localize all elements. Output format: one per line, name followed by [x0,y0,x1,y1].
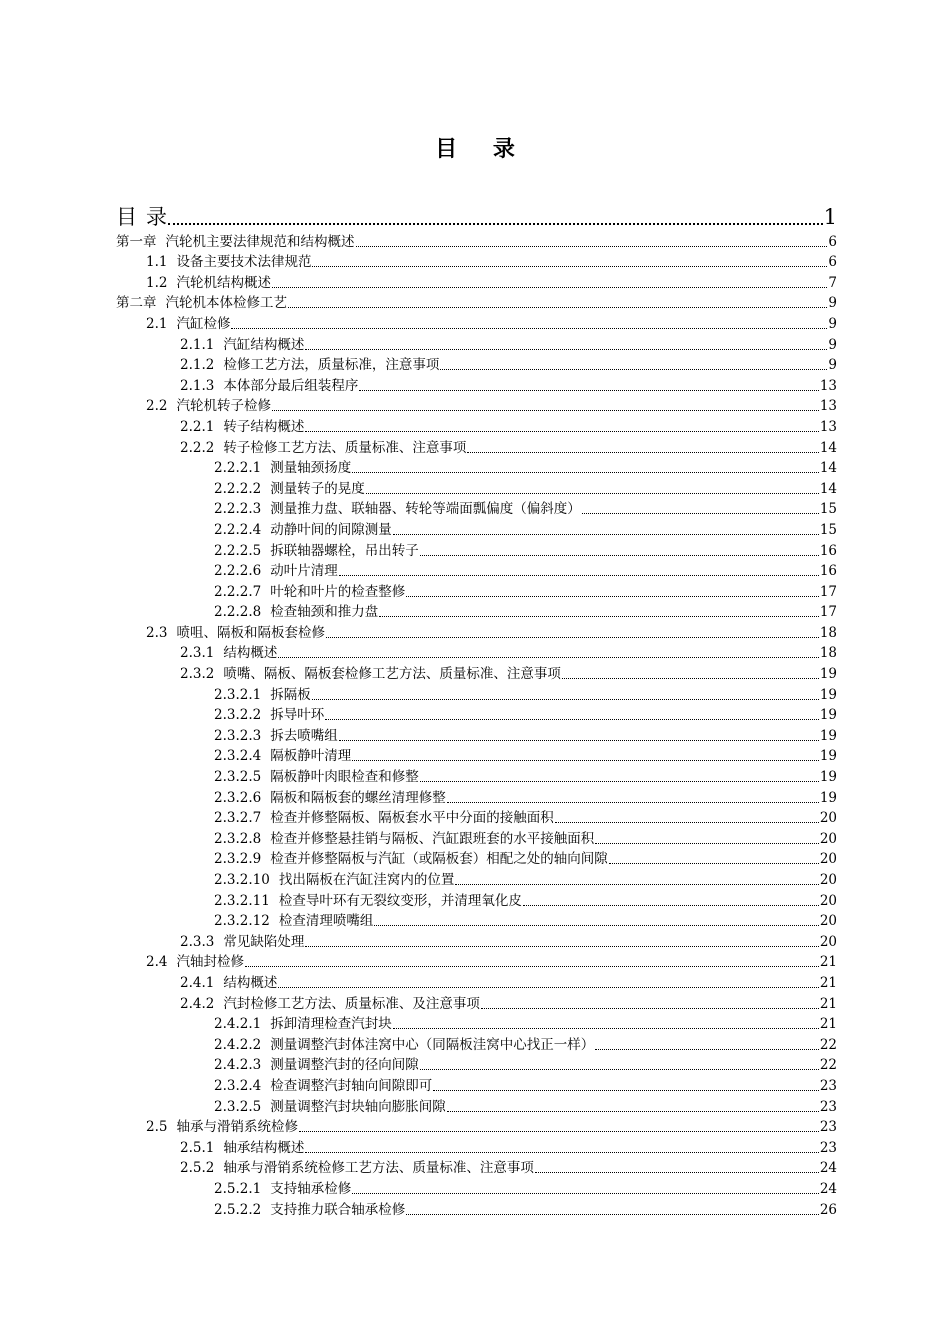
toc-entry-page-number: 19 [819,748,837,765]
toc-entry-title: 拆卸清理检查汽封块 [270,1016,392,1033]
toc-entry-number: 2.2.2.7 [214,583,262,600]
toc-entry-title: 测量推力盘、联轴器、转轮等端面瓢偏度（偏斜度） [270,501,581,518]
toc-entry[interactable] [116,951,837,972]
toc-entry[interactable] [116,354,837,375]
toc-entry-number: 2.4.2.3 [214,1057,262,1074]
toc-entry[interactable] [116,745,837,766]
toc-entry[interactable] [116,271,837,292]
toc-entry-number: 2.2.2.8 [214,604,262,621]
toc-entry-page-number: 9 [828,315,837,332]
toc-entry[interactable] [116,992,837,1013]
toc-entry-title: 本体部分最后组装程序 [223,377,359,394]
toc-entry[interactable] [116,786,837,807]
toc-dot-leader [231,312,827,333]
toc-entry-number: 2.3.2.9 [214,851,262,868]
toc-dot-leader [562,662,819,683]
toc-entry-number: 2.2.2.3 [214,501,262,518]
toc-entry[interactable] [116,807,837,828]
toc-dot-leader [455,868,818,889]
toc-entry-title: 转子检修工艺方法、质量标准、注意事项 [223,439,467,456]
toc-dot-leader [325,704,819,725]
toc-entry-page-number: 23 [819,1119,837,1136]
toc-dot-leader [609,848,819,869]
toc-dot-leader [481,992,819,1013]
toc-dot-leader [359,374,818,395]
toc-entry-page-number: 23 [819,1139,837,1156]
toc-entry-page-number: 22 [819,1036,837,1053]
toc-entry-page-number: 9 [828,357,837,374]
toc-dot-leader [352,1177,819,1198]
toc-entry-title: 检查导叶环有无裂纹变形，并清理氧化皮 [278,892,522,909]
toc-entry[interactable] [116,642,837,663]
toc-entry[interactable] [116,477,837,498]
toc-entry[interactable] [116,1157,837,1178]
toc-entry-title: 汽缸检修 [176,315,231,332]
toc-entry-page-number: 19 [819,769,837,786]
toc-entry-number: 2.3.2.5 [214,769,262,786]
toc-entry[interactable] [116,662,837,683]
toc-entry-number: 2.3.3 [180,933,215,950]
toc-entry-page-number: 24 [819,1160,837,1177]
toc-entry-page-number: 21 [819,995,837,1012]
toc-entry-page-number: 26 [819,1201,837,1218]
toc-entry-page-number: 20 [819,933,837,950]
toc-entry[interactable] [116,621,837,642]
toc-entry-page-number: 19 [819,686,837,703]
toc-entry-title: 测量轴颈扬度 [270,460,352,477]
toc-entry-number: 第二章 [116,295,157,312]
toc-entry-title: 隔板静叶清理 [270,748,352,765]
toc-entry-number: 1.2 [146,274,168,291]
toc-entry[interactable] [116,333,837,354]
toc-entry-title: 转子结构概述 [223,418,305,435]
toc-entry-title: 支持推力联合轴承检修 [270,1201,406,1218]
toc-entry-number: 目 [116,205,137,229]
toc-entry-page-number: 6 [828,254,837,271]
toc-entry-number: 2.1 [146,315,168,332]
toc-entry-title: 测量调整汽封体洼窝中心（同隔板洼窝中心找正一样） [270,1036,595,1053]
toc-entry-number: 2.3.2.12 [214,913,270,930]
toc-dot-leader [352,745,819,766]
toc-dot-leader [374,910,818,931]
toc-entry-number: 2.3.2.4 [214,1077,262,1094]
toc-entry-page-number: 18 [819,645,837,662]
toc-dot-leader [288,292,827,313]
toc-dot-leader [278,642,818,663]
toc-dot-leader [168,202,823,230]
toc-entry-page-number: 21 [819,1016,837,1033]
toc-entry[interactable] [116,415,837,436]
toc-entry-title: 动静叶间的间隙测量 [270,521,392,538]
toc-entry-number: 2.4.1 [180,974,215,991]
toc-entry-number: 2.3.1 [180,645,215,662]
toc-entry-page-number: 22 [819,1057,837,1074]
toc-entry-number: 2.1.1 [180,336,215,353]
toc-entry-number: 2.5.1 [180,1139,215,1156]
toc-entry-number: 2.3 [146,624,168,641]
toc-entry-title: 结构概述 [223,974,278,991]
toc-entry[interactable] [116,1033,837,1054]
toc-entry-title: 汽轮机结构概述 [176,274,271,291]
toc-entry[interactable] [116,1177,837,1198]
toc-dot-leader [305,1136,818,1157]
toc-entry-title: 拆联轴器螺栓，吊出转子 [270,542,419,559]
toc-dot-leader [406,580,819,601]
toc-entry-title: 汽轮机主要法律规范和结构概述 [165,233,355,250]
toc-entry-title: 隔板和隔板套的螺丝清理修整 [270,789,446,806]
toc-entry[interactable] [116,1116,837,1137]
toc-entry-page-number: 20 [819,872,837,888]
toc-entry-title: 喷咀、隔板和隔板套检修 [176,624,325,641]
toc-entry-number: 2.4.2.2 [214,1036,262,1053]
toc-entry-number: 2.3.2.11 [214,892,270,909]
toc-entry-title: 检查并修整悬挂销与隔板、汽缸跟班套的水平接触面积 [270,830,595,847]
toc-entry-title: 拆导叶环 [270,707,325,724]
toc-entry[interactable] [116,971,837,992]
toc-entry-number: 2.2.2.5 [214,542,262,559]
toc-entry-number: 2.3.2.10 [214,872,270,888]
toc-entry-page-number: 1 [823,205,837,229]
toc-entry-page-number: 20 [819,810,837,827]
toc-entry-page-number: 9 [828,336,837,353]
toc-entry-title: 汽轮机本体检修工艺 [165,295,287,312]
toc-entry-title: 设备主要技术法律规范 [176,254,312,271]
toc-entry-title: 支持轴承检修 [270,1180,352,1197]
toc-entry-page-number: 15 [819,501,837,518]
toc-entry-title: 动叶片清理 [270,563,338,580]
toc-entry-title: 轴承结构概述 [223,1139,305,1156]
toc-entry[interactable] [116,518,837,539]
toc-dot-leader [272,271,827,292]
toc-entry-number: 2.4 [146,954,168,971]
toc-dot-leader [406,1198,819,1219]
toc-dot-leader [352,457,819,478]
toc-dot-leader [305,930,818,951]
toc-entry-page-number: 23 [819,1077,837,1094]
toc-entry[interactable] [116,848,837,869]
toc-dot-leader [278,971,818,992]
toc-entry[interactable] [116,1136,837,1157]
toc-entry[interactable] [116,539,837,560]
toc-entry-number: 2.3.2 [180,666,215,683]
toc-entry-page-number: 20 [819,830,837,847]
toc-dot-leader [326,621,819,642]
toc-entry-page-number: 19 [819,666,837,683]
toc-entry[interactable] [116,930,837,951]
toc-entry-number: 2.2.2.6 [214,563,262,580]
toc-entry-title: 喷嘴、隔板、隔板套检修工艺方法、质量标准、注意事项 [223,666,561,683]
document-title: 目 录 [435,136,529,162]
toc-entry[interactable] [116,683,837,704]
toc-entry-number: 2.3.2.3 [214,727,262,744]
toc-entry-number: 2.2.1 [180,418,215,435]
toc-entry-number: 2.3.2.8 [214,830,262,847]
toc-entry-title: 轴承与滑销系统检修工艺方法、质量标准、注意事项 [223,1160,534,1177]
toc-dot-leader [299,1116,819,1137]
toc-entry-number: 2.2 [146,398,168,415]
toc-entry-title: 测量调整汽封块轴向膨胀间隙 [270,1098,446,1115]
toc-entry-title: 检查清理喷嘴组 [278,913,374,930]
toc-entry[interactable] [116,292,837,313]
toc-entry[interactable] [116,868,837,889]
toc-entry-number: 1.1 [146,254,168,271]
toc-entry-page-number: 17 [819,604,837,621]
toc-dot-leader [305,415,818,436]
toc-entry-title: 汽缸结构概述 [223,336,305,353]
toc-entry-page-number: 6 [828,233,837,250]
toc-dot-leader [420,765,819,786]
toc-entry[interactable] [116,910,837,931]
toc-dot-leader [305,333,827,354]
toc-entry-number: 2.3.2.1 [214,686,262,703]
toc-entry-title: 拆隔板 [270,686,311,703]
toc-dot-leader [595,1033,819,1054]
toc-entry[interactable] [116,230,837,251]
toc-entry-title: 检查轴颈和推力盘 [270,604,379,621]
toc-entry-number: 2.3.2.2 [214,707,262,724]
toc-dot-leader [555,807,819,828]
toc-entry-page-number: 13 [819,377,837,394]
toc-entry-number: 第一章 [116,233,157,250]
toc-entry[interactable] [116,457,837,478]
toc-entry-page-number: 19 [819,789,837,806]
toc-entry-title: 检查并修整隔板与汽缸（或隔板套）相配之处的轴向间隙 [270,851,608,868]
toc-entry-title: 汽轮机转子检修 [176,398,271,415]
toc-entry-page-number: 20 [819,892,837,909]
toc-entry-title: 常见缺陷处理 [223,933,305,950]
toc-entry-title: 检查并修整隔板、隔板套水平中分面的接触面积 [270,810,554,827]
toc-entry-page-number: 21 [819,954,837,971]
toc-entry-number: 2.5 [146,1119,168,1136]
toc-dot-leader [523,889,819,910]
toc-entry-title: 测量调整汽封的径向间隙 [270,1057,419,1074]
toc-entry-number: 2.2.2.2 [214,480,262,497]
toc-dot-leader [420,1054,819,1075]
toc-entry[interactable] [116,765,837,786]
toc-entry-page-number: 24 [819,1180,837,1197]
toc-entry-page-number: 21 [819,974,837,991]
toc-dot-leader [447,786,819,807]
toc-entry-number: 2.5.2 [180,1160,215,1177]
toc-entry-page-number: 14 [819,460,837,477]
toc-entry-page-number: 15 [819,521,837,538]
toc-entry-page-number: 17 [819,583,837,600]
toc-entry-page-number: 16 [819,563,837,580]
toc-entry-title: 结构概述 [223,645,278,662]
toc-entry-title: 汽轴封检修 [176,954,244,971]
toc-dot-leader [356,230,828,251]
toc-entry-number: 2.4.2 [180,995,215,1012]
toc-entry[interactable] [116,704,837,725]
toc-dot-leader [312,251,827,272]
toc-entry[interactable] [116,724,837,745]
toc-dot-leader [595,827,819,848]
toc-dot-leader [393,1013,819,1034]
toc-entry-number: 2.4.2.1 [214,1016,262,1033]
toc-dot-leader [420,539,819,560]
toc-entry-page-number: 7 [828,274,837,291]
toc-entry[interactable] [116,374,837,395]
toc-entry[interactable] [116,580,837,601]
toc-entry[interactable] [116,560,837,581]
toc-entry-page-number: 13 [819,398,837,415]
toc-entry-page-number: 23 [819,1098,837,1115]
toc-dot-leader [433,1074,819,1095]
toc-entry[interactable] [116,827,837,848]
toc-entry-number: 2.2.2.4 [214,521,262,538]
toc-dot-leader [467,436,818,457]
toc-entry-title: 测量转子的晃度 [270,480,365,497]
toc-dot-leader [447,1095,819,1116]
toc-entry-page-number: 20 [819,913,837,930]
toc-entry-number: 2.5.2.1 [214,1180,262,1197]
toc-entry[interactable] [116,436,837,457]
toc-entry-number: 2.3.2.4 [214,748,262,765]
toc-dot-leader [393,518,819,539]
toc-entry-title: 轴承与滑销系统检修 [176,1119,298,1136]
toc-entry-number: 2.2.2.1 [214,460,262,477]
toc-entry-page-number: 19 [819,727,837,744]
toc-entry-number: 2.5.2.2 [214,1201,262,1218]
toc-entry[interactable] [116,202,837,230]
toc-entry-number: 2.2.2 [180,439,215,456]
toc-entry[interactable] [116,1198,837,1219]
toc-entry-number: 2.1.3 [180,377,215,394]
toc-entry[interactable] [116,1095,837,1116]
toc-entry-number: 2.3.2.6 [214,789,262,806]
toc-entry[interactable] [116,1054,837,1075]
toc-entry-title: 叶轮和叶片的检查整修 [270,583,406,600]
toc-entry-title: 拆去喷嘴组 [270,727,338,744]
toc-entry-page-number: 9 [828,295,837,312]
toc-entry-page-number: 14 [819,480,837,497]
toc-entry-number: 2.3.2.5 [214,1098,262,1115]
toc-entry-number: 2.3.2.7 [214,810,262,827]
toc-entry[interactable] [116,312,837,333]
toc-dot-leader [339,560,819,581]
toc-dot-leader [379,601,819,622]
toc-entry[interactable] [116,395,837,416]
toc-entry-number: 2.1.2 [180,357,215,374]
toc-entry[interactable] [116,1013,837,1034]
toc-entry[interactable] [116,601,837,622]
toc-dot-leader [245,951,819,972]
toc-entry-title: 隔板静叶肉眼检查和修整 [270,769,419,786]
toc-entry-page-number: 19 [819,707,837,724]
toc-entry-page-number: 16 [819,542,837,559]
toc-entry-page-number: 18 [819,624,837,641]
toc-dot-leader [366,477,819,498]
toc-entry-title: 汽封检修工艺方法、质量标准、及注意事项 [223,995,480,1012]
toc-entry[interactable] [116,251,837,272]
toc-entry-page-number: 14 [819,439,837,456]
toc-entry-title: 检修工艺方法，质量标准，注意事项 [223,357,440,374]
toc-dot-leader [582,498,819,519]
toc-dot-leader [272,395,819,416]
toc-dot-leader [440,354,827,375]
toc-entry-page-number: 13 [819,418,837,435]
table-of-contents [116,202,837,1219]
toc-entry-title: 录 [146,205,167,229]
toc-dot-leader [312,683,819,704]
toc-dot-leader [535,1157,819,1178]
toc-entry-title: 检查调整汽封轴向间隙即可 [270,1077,433,1094]
toc-entry[interactable] [116,1074,837,1095]
toc-entry-page-number: 20 [819,851,837,868]
toc-entry-title: 找出隔板在汽缸洼窝内的位置 [278,872,455,888]
toc-dot-leader [339,724,819,745]
toc-entry[interactable] [116,889,837,910]
toc-entry[interactable] [116,498,837,519]
